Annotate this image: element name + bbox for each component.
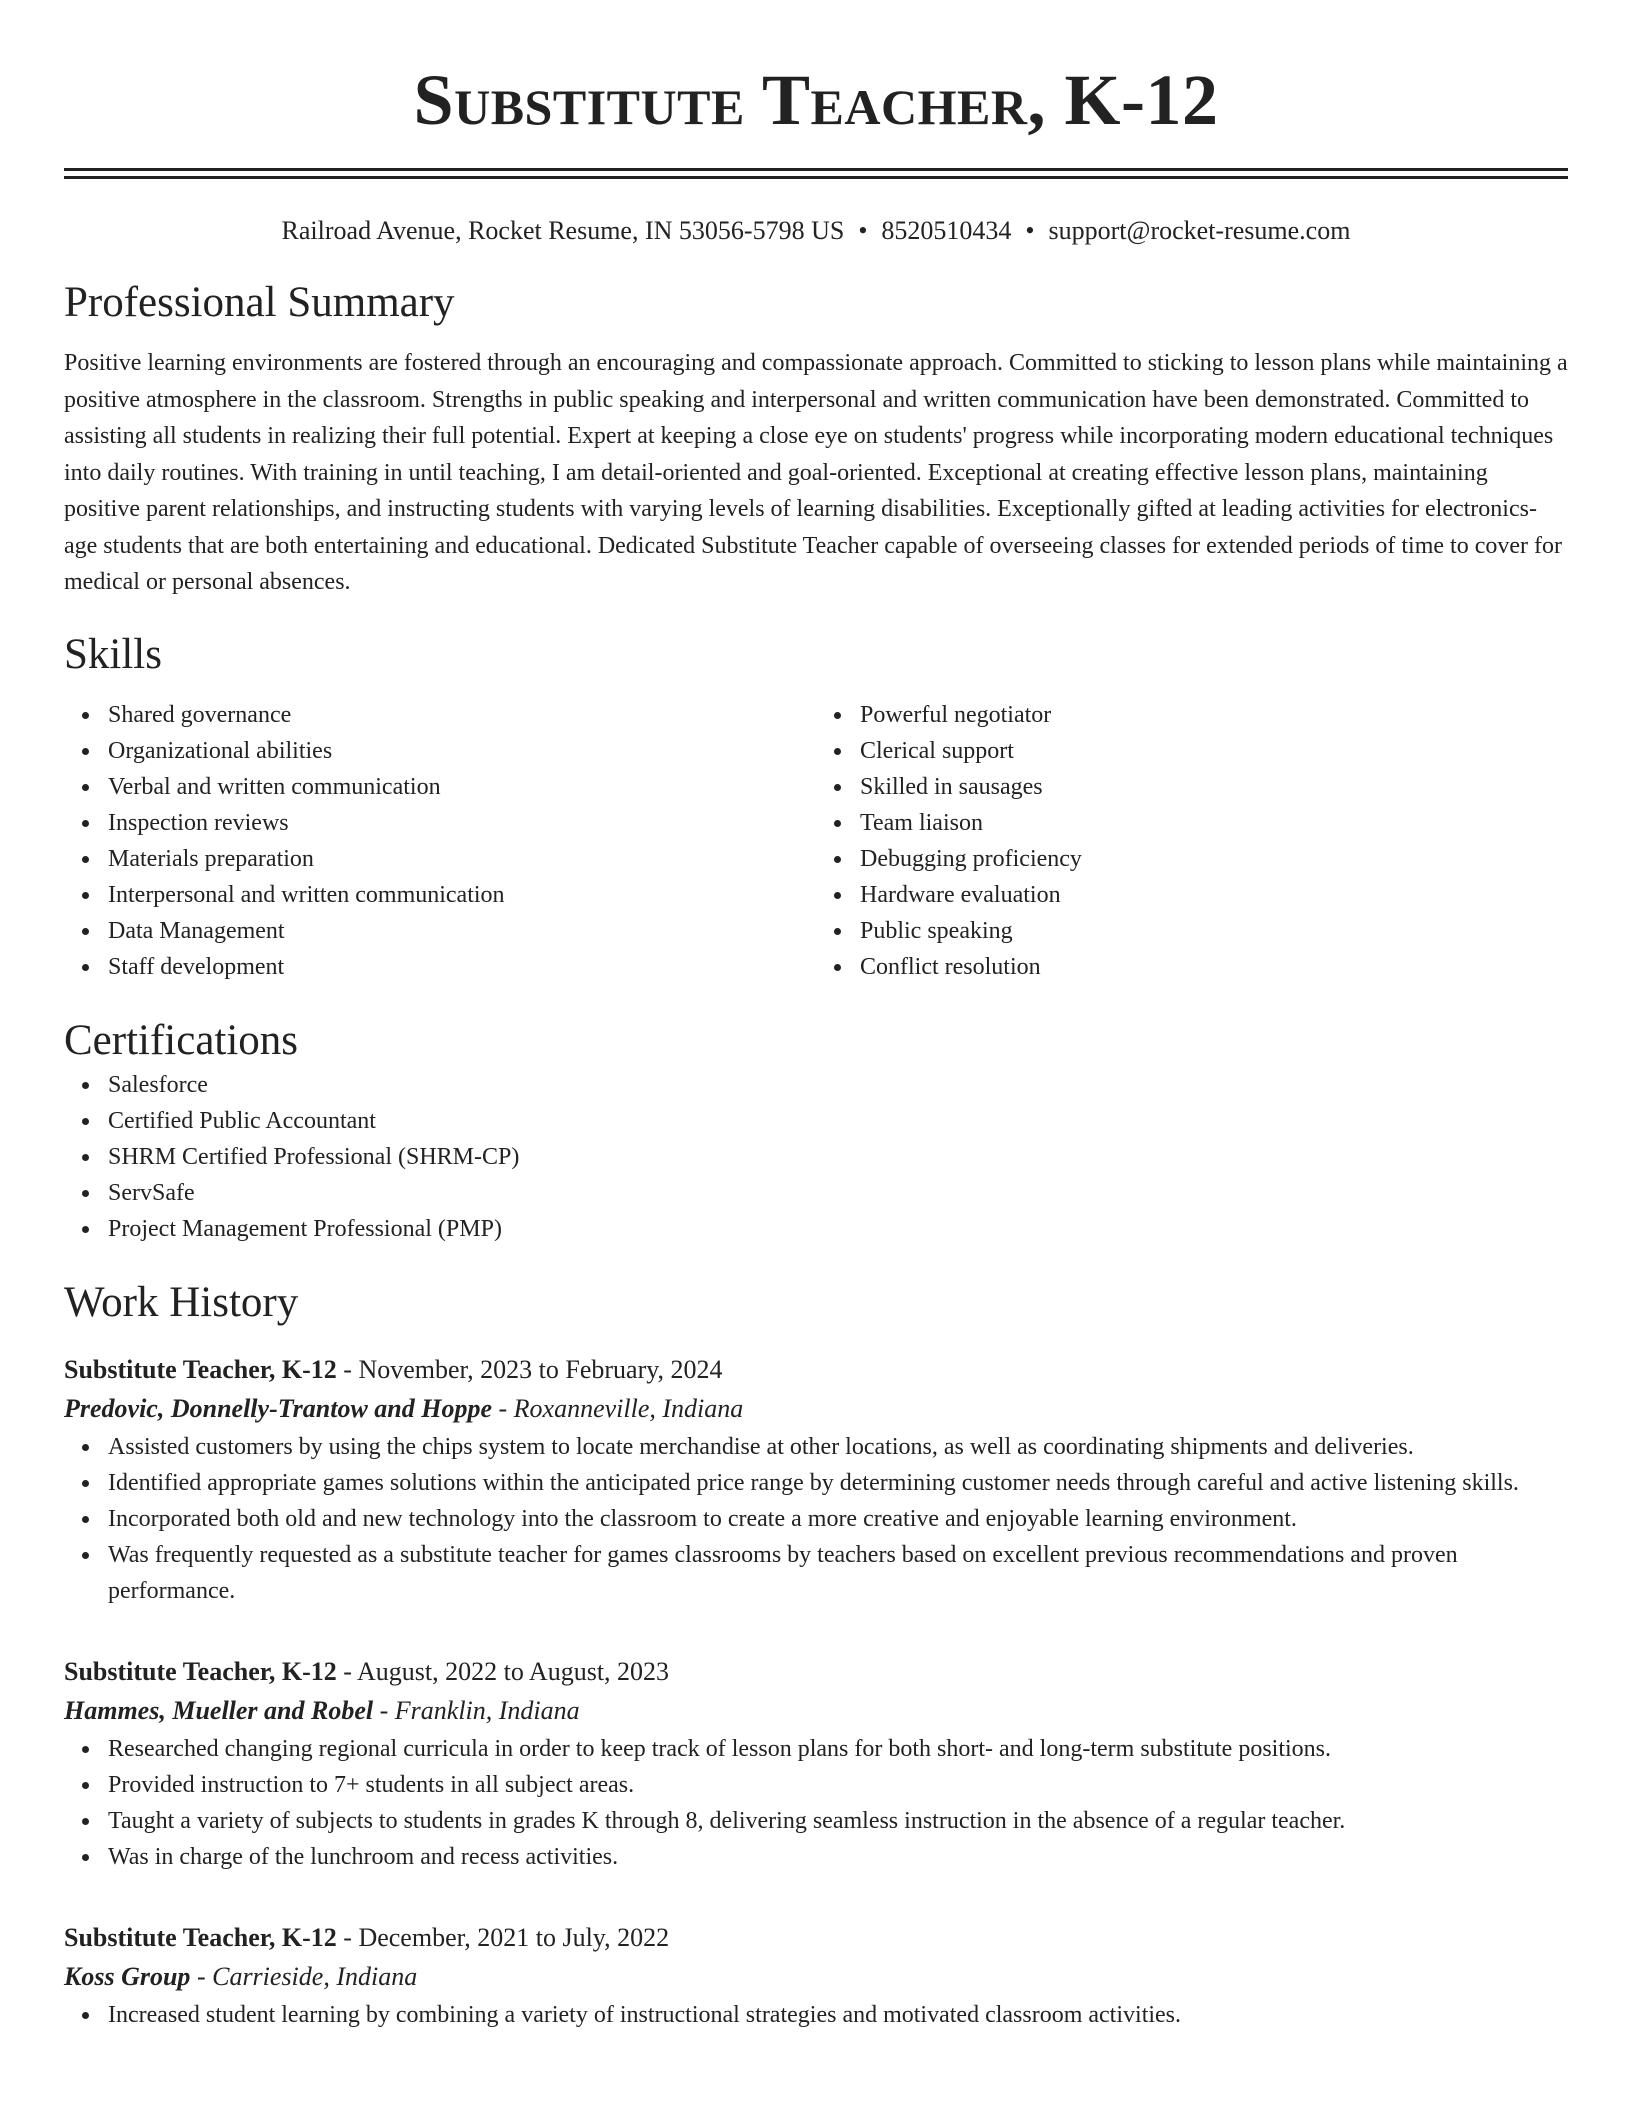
skill-item: Team liaison: [860, 805, 1568, 841]
job-location: - Carrieside, Indiana: [190, 1961, 418, 1991]
job-dates: - November, 2023 to February, 2024: [336, 1354, 723, 1384]
job-bullet: Researched changing regional curricula in order to keep track of lesson plans for both short- and long-term substitute positions.: [108, 1731, 1568, 1767]
skill-item: Organizational abilities: [108, 733, 816, 769]
skill-item: Conflict resolution: [860, 949, 1568, 985]
job-company: Predovic, Donnelly-Trantow and Hoppe: [64, 1393, 493, 1423]
job-entry: [64, 1351, 1568, 1609]
contact-email: support@rocket-resume.com: [1048, 216, 1351, 245]
job-company-line: [64, 1957, 1568, 1997]
work-history-heading: Work History: [64, 1278, 299, 1326]
certification-item: ServSafe: [108, 1175, 1568, 1211]
skills-column-right: [816, 697, 1568, 985]
skill-item: Debugging proficiency: [860, 841, 1568, 877]
skills-column-left: [64, 697, 816, 985]
job-bullet-list: [64, 1429, 1568, 1609]
skill-item: Staff development: [108, 949, 816, 985]
skill-item: Shared governance: [108, 697, 816, 733]
job-title-line: [64, 1351, 1568, 1389]
contact-phone: 8520510434: [881, 216, 1012, 245]
skill-item: Skilled in sausages: [860, 769, 1568, 805]
job-role: Substitute Teacher, K-12: [64, 1656, 337, 1686]
skill-item: Hardware evaluation: [860, 877, 1568, 913]
certification-item: Project Management Professional (PMP): [108, 1211, 1568, 1247]
contact-address: Railroad Avenue, Rocket Resume, IN 53056-5798 US: [281, 216, 845, 245]
skills-list-right: [816, 697, 1568, 985]
skills-list-left: [64, 697, 816, 985]
contact-line: [64, 215, 1568, 247]
skill-item: Verbal and written communication: [108, 769, 816, 805]
contact-separator: •: [1025, 216, 1035, 245]
skill-item: Data Management: [108, 913, 816, 949]
skills-grid: [64, 697, 1568, 985]
certification-item: Certified Public Accountant: [108, 1103, 1568, 1139]
skills-heading: Skills: [64, 630, 162, 678]
certifications-heading: Certifications: [64, 1016, 299, 1064]
job-location: - Franklin, Indiana: [373, 1695, 580, 1725]
job-role: Substitute Teacher, K-12: [64, 1354, 337, 1384]
job-company-line: [64, 1691, 1568, 1731]
resume-title: Substitute Teacher, K-12: [413, 60, 1219, 140]
skill-item: Public speaking: [860, 913, 1568, 949]
certifications-list: [64, 1067, 1568, 1247]
skill-item: Powerful negotiator: [860, 697, 1568, 733]
title-double-rule: [64, 168, 1568, 179]
job-bullet: Increased student learning by combining a variety of instructional strategies and motivated classroom activities.: [108, 1997, 1568, 2033]
job-role: Substitute Teacher, K-12: [64, 1922, 337, 1952]
job-bullet: Assisted customers by using the chips system to locate merchandise at other locations, as well as coordinating shipments and deliveries.: [108, 1429, 1568, 1465]
job-company: Koss Group: [64, 1961, 191, 1991]
job-bullet-list: [64, 1731, 1568, 1875]
job-location: - Roxanneville, Indiana: [492, 1393, 744, 1423]
job-bullet: Identified appropriate games solutions within the anticipated price range by determining customer needs through careful and active listening skills.: [108, 1465, 1568, 1501]
certification-item: Salesforce: [108, 1067, 1568, 1103]
job-company-line: [64, 1389, 1568, 1429]
job-bullet: Taught a variety of subjects to students in grades K through 8, delivering seamless instruction in the absence of a regular teacher.: [108, 1803, 1568, 1839]
job-title-line: [64, 1919, 1568, 1957]
job-dates: - December, 2021 to July, 2022: [336, 1922, 670, 1952]
skill-item: Interpersonal and written communication: [108, 877, 816, 913]
skill-item: Clerical support: [860, 733, 1568, 769]
job-bullet: Incorporated both old and new technology into the classroom to create a more creative and enjoyable learning environment.: [108, 1501, 1568, 1537]
job-bullet: Was frequently requested as a substitute teacher for games classrooms by teachers based on excellent previous recommendations and proven performance.: [108, 1537, 1568, 1609]
job-bullet: Provided instruction to 7+ students in all subject areas.: [108, 1767, 1568, 1803]
summary-heading: Professional Summary: [64, 279, 455, 326]
skill-item: Inspection reviews: [108, 805, 816, 841]
job-dates: - August, 2022 to August, 2023: [336, 1656, 670, 1686]
certification-item: SHRM Certified Professional (SHRM-CP): [108, 1139, 1568, 1175]
skill-item: Materials preparation: [108, 841, 816, 877]
job-bullet: Was in charge of the lunchroom and recess activities.: [108, 1839, 1568, 1875]
job-company: Hammes, Mueller and Robel: [64, 1695, 374, 1725]
contact-separator: •: [858, 216, 868, 245]
job-bullet-list: [64, 1997, 1568, 2033]
job-title-line: [64, 1653, 1568, 1691]
summary-text: Positive learning environments are fostered through an encouraging and compassionate approach. Committed to sticking to lesson plans while maintaining a positive atmosphere in the classroom. Strengths in public speaking and interpersonal and written communication have been demonstrated. Committed to assisting all students in realizing their full potential. Expert at keeping a close eye on students' progress while incorporating modern educational techniques into daily routines. With training in until teaching, I am detail-oriented and goal-oriented. Exceptional at creating effective lesson plans, maintaining positive parent relationships, and instructing students with varying levels of learning disabilities. Exceptionally gifted at leading activities for electronics-age students that are both entertaining and educational. Dedicated Substitute Teacher capable of overseeing classes for extended periods of time to cover for medical or personal absences.: [64, 350, 1568, 595]
job-entry: [64, 1653, 1568, 1875]
job-entry: [64, 1919, 1568, 2033]
